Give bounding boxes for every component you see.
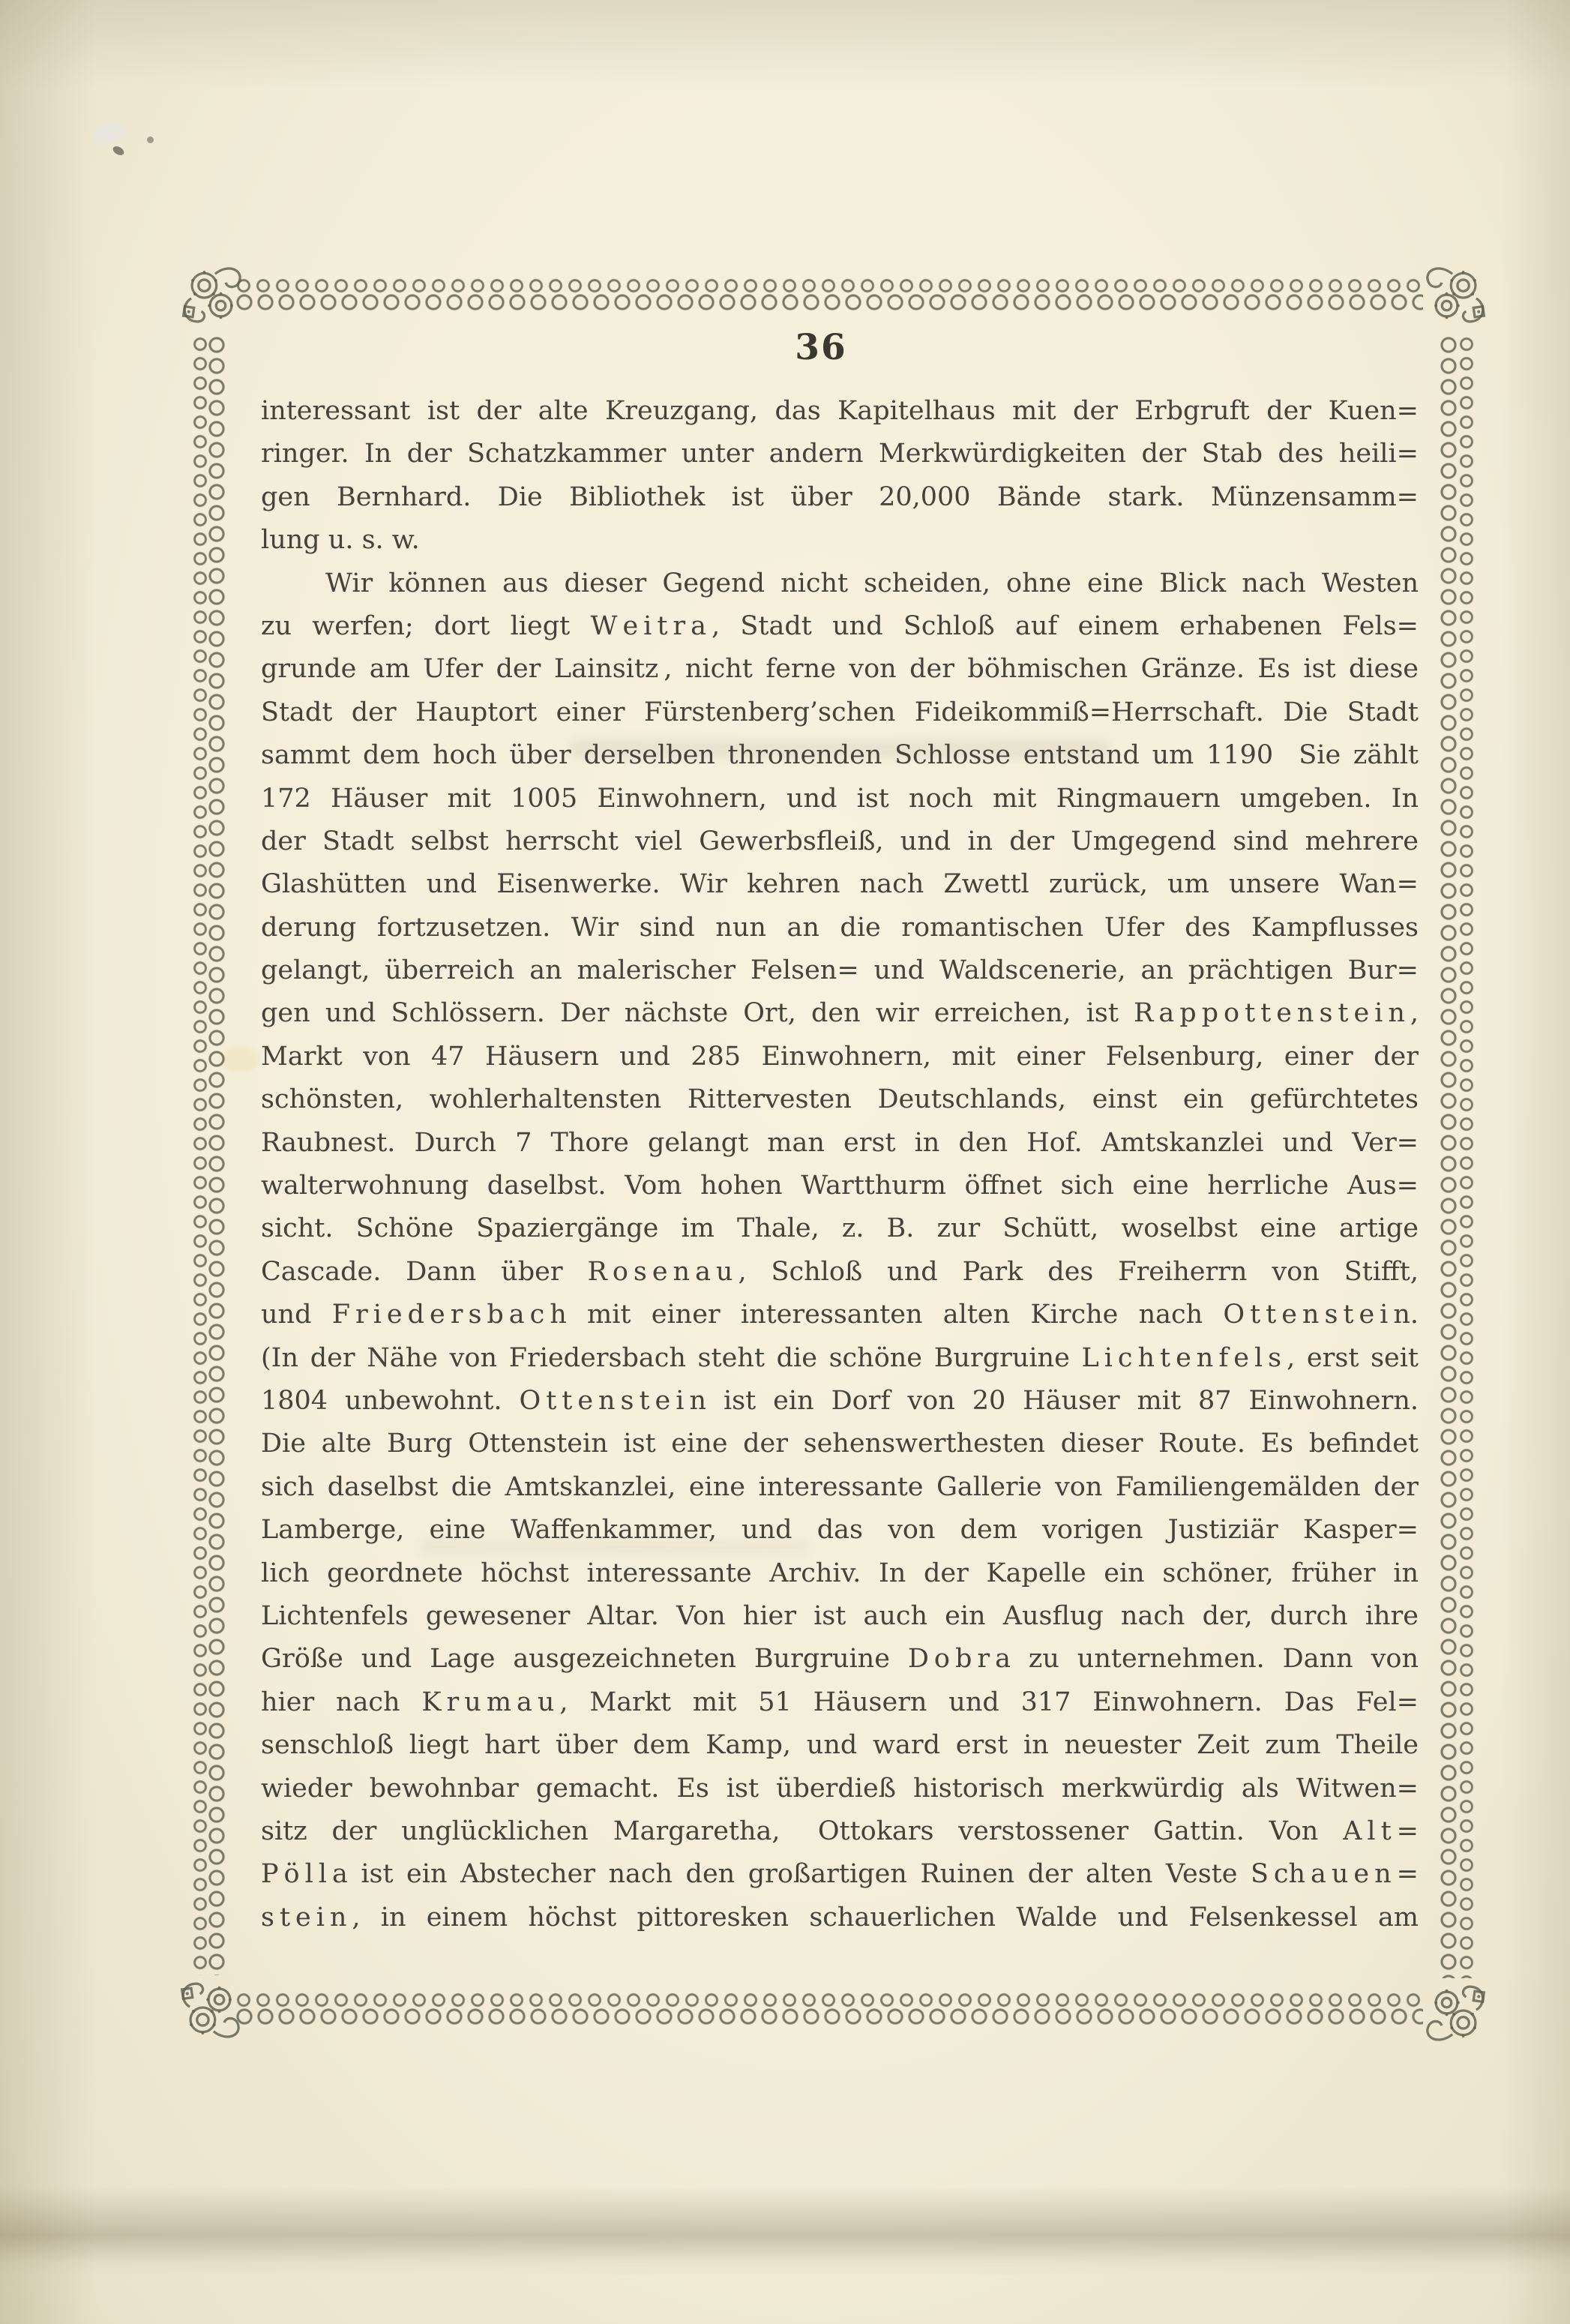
page-curl-shadow [0, 2186, 1570, 2276]
text-line: ringer. In der Schatzkammer unter andern Merkwürdigkeiten der Stab des heili= [261, 439, 1419, 469]
corner-flourish-icon [174, 1972, 246, 2044]
scan-edge-shadow-left [0, 0, 97, 2324]
text-line: Die alte Burg Ottenstein ist eine der sehenswerthesten dieser Route. Es befindet [261, 1429, 1419, 1459]
text-line: Größe und Lage ausgezeichneten Burgruine D o b r a zu unternehmen. Dann von [261, 1644, 1419, 1675]
page-number: 36 [795, 327, 847, 368]
text-line: 1804 unbewohnt. O t t e n s t e i n ist ein Dorf von 20 Häuser mit 87 Einwohnern. [261, 1385, 1419, 1416]
text-line: sich daselbst die Amtskanzlei, eine interessante Gallerie von Familiengemälden der [261, 1471, 1419, 1502]
text-line: Stadt der Hauptort einer Fürstenberg’schen Fideikommiß=Herrschaft. Die Stadt [261, 697, 1419, 727]
text-line: wieder bewohnbar gemacht. Es ist überdieß historisch merkwürdig als Witwen= [261, 1773, 1419, 1804]
text-line: Markt von 47 Häusern und 285 Einwohnern, mit einer Felsenburg, einer der [261, 1041, 1419, 1072]
text-line: Lichtenfels gewesener Altar. Von hier ist auch ein Ausflug nach der, durch ihre [261, 1600, 1419, 1631]
text-line: s t e i n , in einem höchst pittoresken schauerlichen Walde und Felsenkessel am [261, 1902, 1419, 1933]
text-line: schönsten, wohlerhaltensten Rittervesten Deutschlands, einst ein gefürchtetes [261, 1084, 1419, 1115]
text-line: Raubnest. Durch 7 Thore gelangt man erst in den Hof. Amtskanzlei und Ver= [261, 1127, 1419, 1158]
scan-artifact [94, 122, 124, 145]
text-line: sitz der unglücklichen Margaretha, Ottokars verstossener Gattin. Von A l t = [261, 1816, 1419, 1846]
border-chain-left [192, 334, 228, 1975]
text-line: gen und Schlössern. Der nächste Ort, den wir erreichen, ist R a p p o t t e n s t e i n , [261, 998, 1419, 1029]
body-text [261, 390, 1419, 1939]
corner-flourish-icon [175, 261, 247, 333]
text-line: walterwohnung daselbst. Vom hohen Wartthurm öffnet sich eine herrliche Aus= [261, 1171, 1419, 1201]
scan-edge-shadow-top [0, 0, 1570, 90]
text-line: P ö l l a ist ein Abstecher nach den großartigen Ruinen der alten Veste S ch a u e n = [261, 1859, 1419, 1890]
text-line: und F r i e d e r s b a c h mit einer interessanten alten Kirche nach O t t e n s t e i n. [261, 1300, 1419, 1330]
text-line: hier nach K r u m a u , Markt mit 51 Häusern und 317 Einwohnern. Das Fel= [261, 1687, 1419, 1717]
text-line: (In der Nähe von Friedersbach steht die schöne Burgruine L i c h t e n f e l s , erst seit [261, 1342, 1419, 1373]
text-line: gen Bernhard. Die Bibliothek ist über 20,000 Bände stark. Münzensamm= [261, 481, 1419, 512]
text-line: sammt dem hoch über derselben thronenden Schlosse entstand um 1190 Sie zählt [261, 740, 1419, 771]
scan-artifact [112, 145, 126, 157]
text-line: Glashütten und Eisenwerke. Wir kehren nach Zwettl zurück, um unsere Wan= [261, 869, 1419, 900]
text-line: lung u. s. w. [261, 525, 420, 556]
text-line: der Stadt selbst herrscht viel Gewerbsfleiß, und in der Umgegend sind mehrere [261, 826, 1419, 856]
text-line: sicht. Schöne Spaziergänge im Thale, z. B. zur Schütt, woselbst eine artige [261, 1213, 1419, 1244]
border-chain-top [234, 277, 1423, 313]
scan-artifact [147, 136, 154, 143]
text-line: interessant ist der alte Kreuzgang, das Kapitelhaus mit der Erbgruft der Kuen= [261, 396, 1419, 426]
border-chain-bottom [234, 1992, 1423, 2028]
text-line: lich geordnete höchst interessante Archiv. In der Kapelle ein schöner, früher in [261, 1558, 1419, 1588]
text-line: Wir können aus dieser Gegend nicht scheiden, ohne eine Blick nach Westen [325, 568, 1419, 598]
text-line: senschloß liegt hart über dem Kamp, und ward erst in neuester Zeit zum Theile [261, 1730, 1419, 1761]
corner-flourish-icon [1420, 261, 1492, 333]
text-line: Cascade. Dann über R o s e n a u , Schloß und Park des Freiherrn von Stifft, [261, 1256, 1419, 1287]
scan-edge-shadow-right [1503, 0, 1570, 2324]
text-line: zu werfen; dort liegt W e i t r a , Stadt und Schloß auf einem erhabenen Fels= [261, 610, 1419, 641]
text-line: Lamberge, eine Waffenkammer, und das von dem vorigen Justiziär Kasper= [261, 1515, 1419, 1546]
text-line: derung fortzusetzen. Wir sind nun an die romantischen Ufer des Kampflusses [261, 912, 1419, 943]
text-line: gelangt, überreich an malerischer Felsen= und Waldscenerie, an prächtigen Bur= [261, 955, 1419, 986]
text-line: 172 Häuser mit 1005 Einwohnern, und ist noch mit Ringmauern umgeben. In [261, 783, 1419, 814]
border-chain-right [1438, 334, 1474, 1978]
text-line: grunde am Ufer der Lainsitz , nicht ferne von der böhmischen Gränze. Es ist diese [261, 654, 1419, 685]
corner-flourish-icon [1420, 1975, 1492, 2047]
